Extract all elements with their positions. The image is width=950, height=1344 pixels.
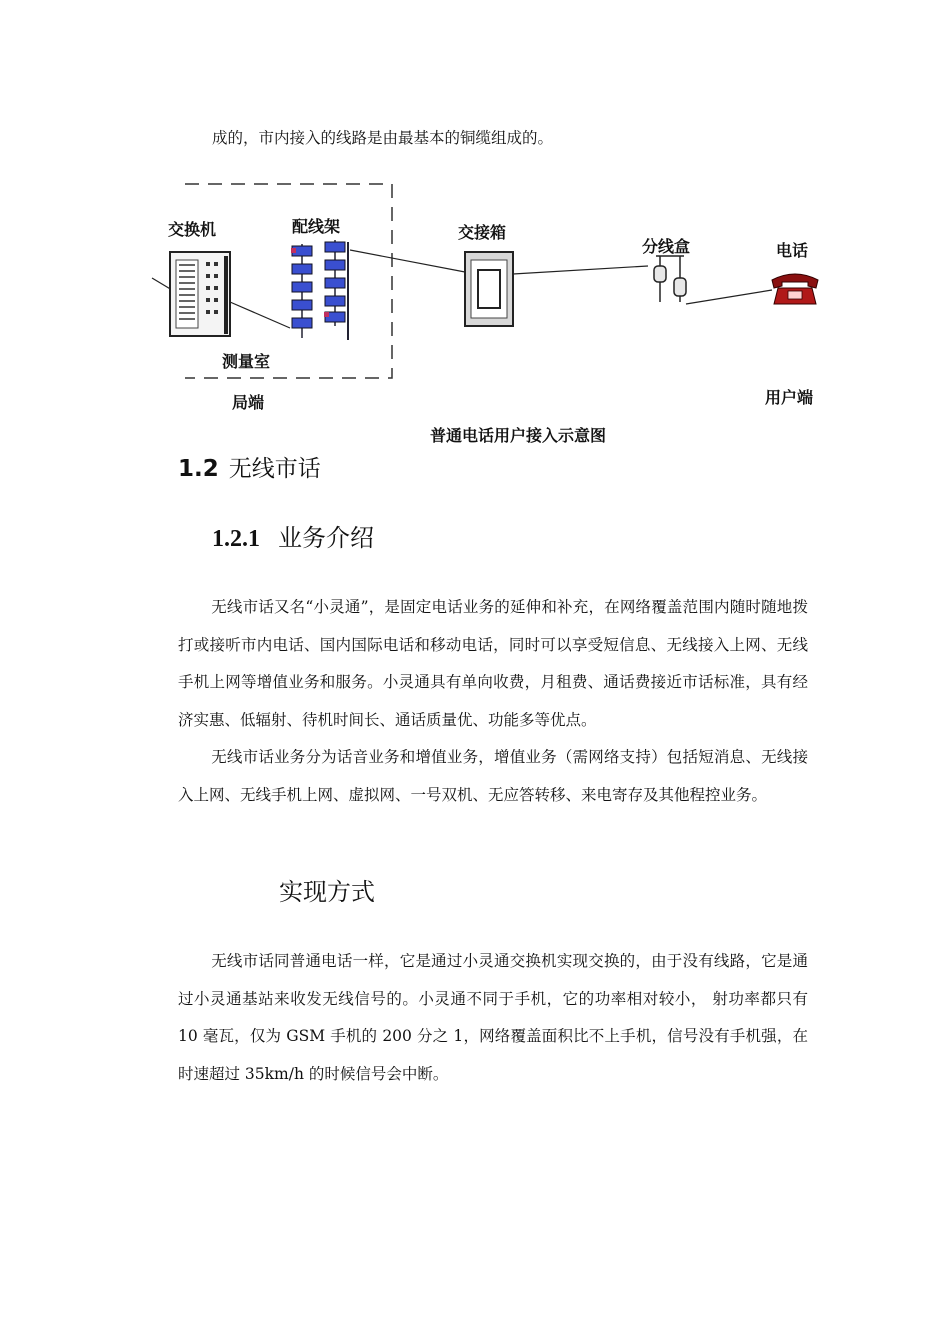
paragraph-intro <box>178 589 808 739</box>
distribution-frame-icon <box>291 240 348 340</box>
telephone-icon <box>772 274 818 304</box>
cross-box-icon <box>465 252 513 326</box>
paragraph-implementation-text: 无线市话同普通电话一样，它是通过小灵通交换机实现交换的，由于没有线路，它是通过小灵通基站来收发无线信号的。小灵通不同于手机，它的功率相对较小， 射功率都只有 10 毫瓦，仅为 GSM 手机的 200 分之 1，网络覆盖面积比不上手机，信号没有手机强，在时速超过 35km/h 的时候信号会中断。 <box>178 952 808 1083</box>
label-cross-box: 交接箱 <box>458 223 507 242</box>
intro-line: 成的，市内接入的线路是由最基本的铜缆组成的。 <box>212 129 554 147</box>
section-title: 无线市话 <box>228 456 321 482</box>
crossbox-splitter-link <box>513 266 648 274</box>
splitter-box-icon <box>654 256 686 302</box>
diagram-caption: 普通电话用户接入示意图 <box>430 426 607 445</box>
section-heading-implementation: 实现方式 <box>279 878 375 906</box>
label-central-office: 局端 <box>232 393 265 412</box>
label-switch: 交换机 <box>168 220 217 239</box>
section-number: 1.2 <box>178 456 219 482</box>
paragraph-services-text: 无线市话业务分为话音业务和增值业务，增值业务（需网络支持）包括短消息、无线接入上网、无线手机上网、虚拟网、一号双机、无应答转移、来电寄存及其他程控业务。 <box>178 748 808 804</box>
switch-icon <box>170 252 230 336</box>
telephone-access-diagram <box>140 170 840 455</box>
label-splitter-box: 分线盒 <box>642 237 691 256</box>
paragraph-implementation <box>178 943 808 1093</box>
section-heading-1-2-1 <box>212 518 374 553</box>
frame-crossbox-link <box>350 250 465 272</box>
label-distribution-frame: 配线架 <box>292 217 341 236</box>
subsection-title: 业务介绍 <box>278 524 374 552</box>
label-phone: 电话 <box>776 241 809 260</box>
label-user-end: 用户端 <box>765 388 814 407</box>
section-heading-1-2 <box>178 450 321 483</box>
paragraph-services <box>178 739 808 814</box>
switch-frame-link <box>230 302 290 328</box>
label-measurement-room: 测量室 <box>222 352 271 371</box>
subsection-number: 1.2.1 <box>212 526 260 552</box>
paragraph-intro-text: 无线市话又名“小灵通”，是固定电话业务的延伸和补充，在网络覆盖范围内随时随地拨打或接听市内电话、国内国际电话和移动电话，同时可以享受短信息、无线接入上网、无线手机上网等增值业务和服务。小灵通具有单向收费，月租费、通话费接近市话标准，具有经济实惠、低辐射、待机时间长、通话质量优、功能多等优点。 <box>178 598 808 729</box>
splitter-phone-link <box>686 290 772 304</box>
